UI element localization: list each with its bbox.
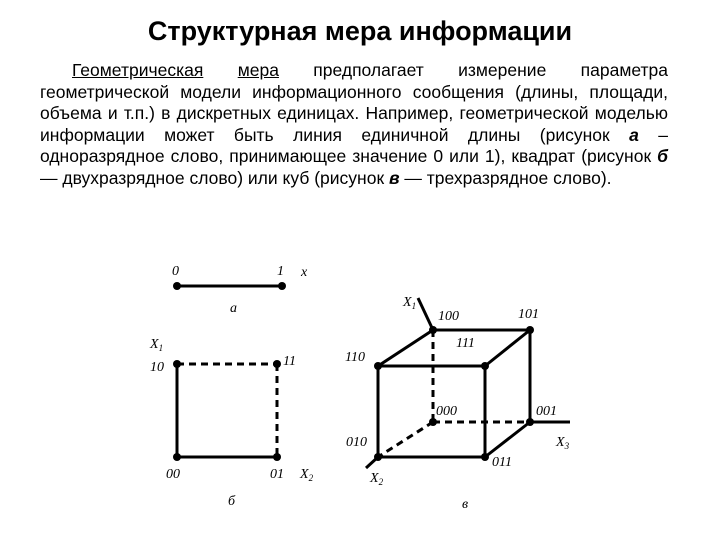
vertex-010	[374, 453, 382, 461]
label-1: 1	[277, 264, 284, 279]
para-text-2: – одноразрядное слово, принимающее значение 0 или 1), квадрат (рисунок	[40, 124, 668, 166]
label-000: 000	[436, 404, 457, 419]
vertex-00	[173, 453, 181, 461]
axis-x3-label: $X_3$	[556, 435, 570, 451]
vertex-101	[526, 326, 534, 334]
figure-c	[345, 295, 570, 512]
vertex-110	[374, 362, 382, 370]
term-geometric: Геометрическая	[72, 60, 204, 80]
para-text-4: — трехразрядное слово).	[399, 167, 612, 188]
ref-figure-b: б	[657, 146, 668, 166]
axis-x1-label: $X_1$	[150, 337, 164, 353]
label-11: 11	[283, 354, 296, 369]
vertex-001	[526, 418, 534, 426]
edge-111-101	[485, 330, 530, 366]
vertex-111	[481, 362, 489, 370]
label-111: 111	[456, 336, 475, 351]
axis-x1-line	[418, 298, 433, 330]
caption-a: а	[230, 301, 237, 316]
slide-title: Структурная мера информации	[147, 16, 573, 46]
vertex-100	[429, 326, 437, 334]
edge-000-010	[378, 422, 433, 457]
term-measure: мера	[237, 60, 279, 80]
label-010: 010	[346, 435, 367, 450]
caption-b: б	[228, 494, 236, 509]
label-011: 011	[492, 455, 512, 470]
vertex-10	[173, 360, 181, 368]
edge-011-001	[485, 422, 530, 457]
axis-x2-label: $X_2$	[370, 471, 384, 487]
vertex-11	[273, 360, 281, 368]
ref-figure-a: а	[629, 124, 639, 145]
para-text-1: предполагает измерение параметра геометрической модели информационного сообщения (длины, площади, объема и т.п.) в дискретных единицах. Например, геометрической моделью информации может быть линия единичной длины (рисунок	[40, 60, 668, 145]
label-10: 10	[150, 360, 164, 375]
para-text-3: — двухразрядное слово) или куб (рисунок	[40, 167, 389, 188]
label-110: 110	[345, 350, 365, 365]
label-001: 001	[536, 404, 557, 419]
figure-a	[172, 264, 308, 316]
label-01: 01	[270, 467, 284, 482]
axis-x-label: x	[301, 265, 308, 280]
vertex-011	[481, 453, 489, 461]
label-101: 101	[518, 307, 539, 322]
figure-b	[149, 337, 314, 509]
edge-110-100	[378, 330, 433, 366]
label-00: 00	[166, 467, 180, 482]
axis-x2-label: $X_2$	[300, 467, 314, 483]
vertex-1	[278, 282, 286, 290]
label-100: 100	[438, 309, 459, 324]
vertex-0	[173, 282, 181, 290]
vertex-000	[429, 418, 437, 426]
ref-figure-c: в	[388, 167, 400, 188]
caption-c: в	[462, 497, 469, 512]
label-0: 0	[172, 264, 179, 279]
axis-x1-label: $X_1$	[403, 295, 417, 311]
vertex-01	[273, 453, 281, 461]
